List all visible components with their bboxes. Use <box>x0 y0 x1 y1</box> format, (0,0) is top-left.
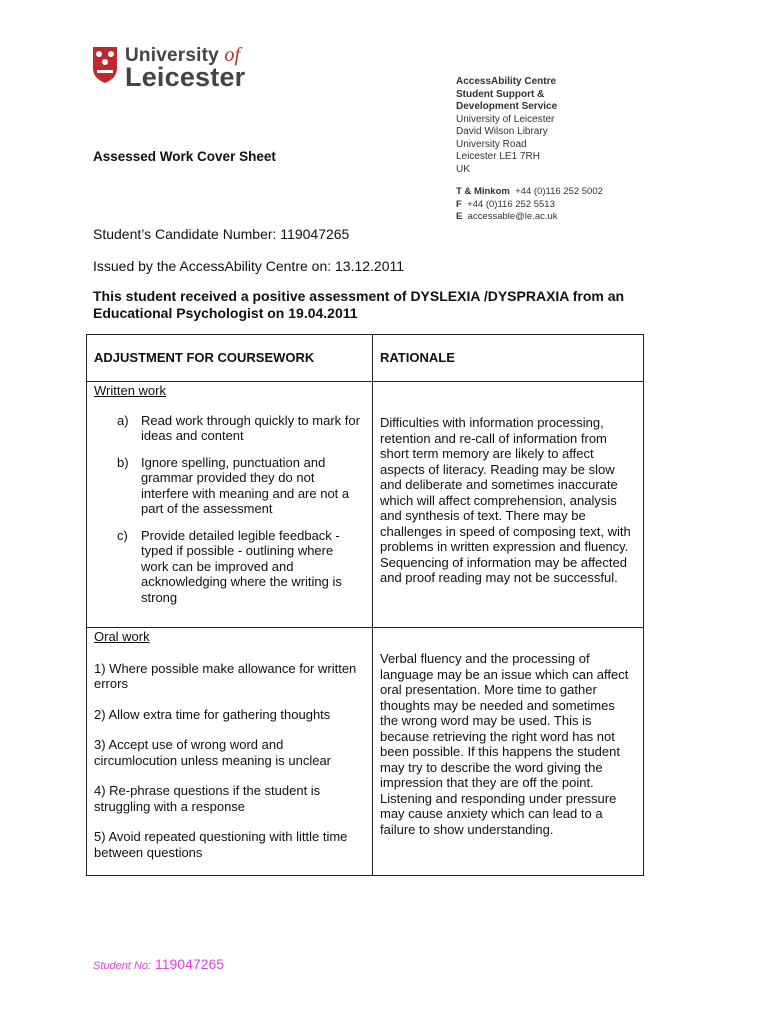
address-line: University Road <box>456 138 527 150</box>
written-work-cell <box>87 382 373 628</box>
written-rationale: Difficulties with information processing, retention and re-call of information from short term memory are likely to affect aspects of literacy. Reading may be slow and deliberate and sometimes inaccurate which will affect comprehension, analysis and synthesis of text. There may be challenges in speed of composing text, with problems in written expression and fluency. Sequencing of information may be affected and proof reading may not be successful. <box>380 415 631 585</box>
table-row-written <box>87 382 644 628</box>
oral-work-cell <box>87 628 373 876</box>
list-item: b) Ignore spelling, punctuation and grammar provided they do not interfere with meaning and are not a part of the assessment <box>117 454 350 516</box>
header-rationale: RATIONALE <box>373 335 644 382</box>
footer-value: 119047265 <box>154 956 225 972</box>
written-rationale-cell <box>373 382 644 628</box>
footer-student-number <box>93 956 224 972</box>
list-item: a) Read work through quickly to mark for ideas and content <box>117 412 360 443</box>
issued-date: Issued by the AccessAbility Centre on: 13.12.2011 <box>93 258 405 274</box>
assessment-statement: This student received a positive assessment of DYSLEXIA /DYSPRAXIA from an Educational Psychologist on 19.04.2011 <box>93 288 625 321</box>
candidate-number: Student’s Candidate Number: 119047265 <box>93 226 350 242</box>
header-adjustment: ADJUSTMENT FOR COURSEWORK <box>87 335 373 382</box>
address-line: Leicester LE1 7RH <box>456 151 540 162</box>
oral-rationale: Verbal fluency and the processing of language may be an issue which can affect oral presentation. More time to gather thoughts may be needed and sometimes the wrong word may be used. This is because retrieving the right word has not been possible. If this happens the student may try to describe the word giving the impression that they are off the point. Listening and responding under pressure may cause anxiety which can lead to a failure to show understanding. <box>380 651 629 837</box>
cover-sheet-title: Assessed Work Cover Sheet <box>93 149 276 164</box>
list-item: 3) Accept use of wrong word and circumlocution unless meaning is unclear <box>94 737 332 768</box>
address-line: AccessAbility Centre <box>456 76 557 87</box>
list-item: 5) Avoid repeated questioning with little time between questions <box>94 829 348 860</box>
address-line: David Wilson Library <box>456 126 548 137</box>
oral-work-list <box>87 661 372 861</box>
written-work-list <box>87 413 372 606</box>
logo-wordmark-bottom: Leicester <box>125 62 246 92</box>
address-block <box>456 76 557 176</box>
contact-fax: F +44 (0)116 252 5513 <box>456 198 555 210</box>
address-line: Student Support & <box>456 88 545 100</box>
address-line: Development Service <box>456 101 558 112</box>
address-line: University of Leicester <box>456 113 555 125</box>
table-header-row <box>87 335 644 382</box>
written-work-title: Written work <box>94 383 166 398</box>
table-row-oral <box>87 628 644 876</box>
list-item: 4) Re-phrase questions if the student is struggling with a response <box>94 783 321 814</box>
list-item: c) Provide detailed legible feedback - typed if possible - outlining where work can be improved and acknowledging where the writing is strong <box>117 527 342 605</box>
footer-label: Student No: <box>93 960 152 972</box>
adjustments-table <box>86 334 644 876</box>
contact-email: E accessable@le.ac.uk <box>456 211 558 222</box>
address-line: UK <box>456 163 470 175</box>
list-item: 1) Where possible make allowance for written errors <box>94 660 357 691</box>
university-logo <box>92 44 272 90</box>
contact-block <box>456 186 603 224</box>
oral-rationale-cell <box>373 628 644 876</box>
contact-phone: T & Minkom +44 (0)116 252 5002 <box>456 186 603 197</box>
logo-wordmark-top: University of <box>125 44 241 66</box>
university-shield-icon <box>92 46 118 84</box>
oral-work-title: Oral work <box>94 629 150 644</box>
list-item: 2) Allow extra time for gathering thoughts <box>94 706 331 722</box>
